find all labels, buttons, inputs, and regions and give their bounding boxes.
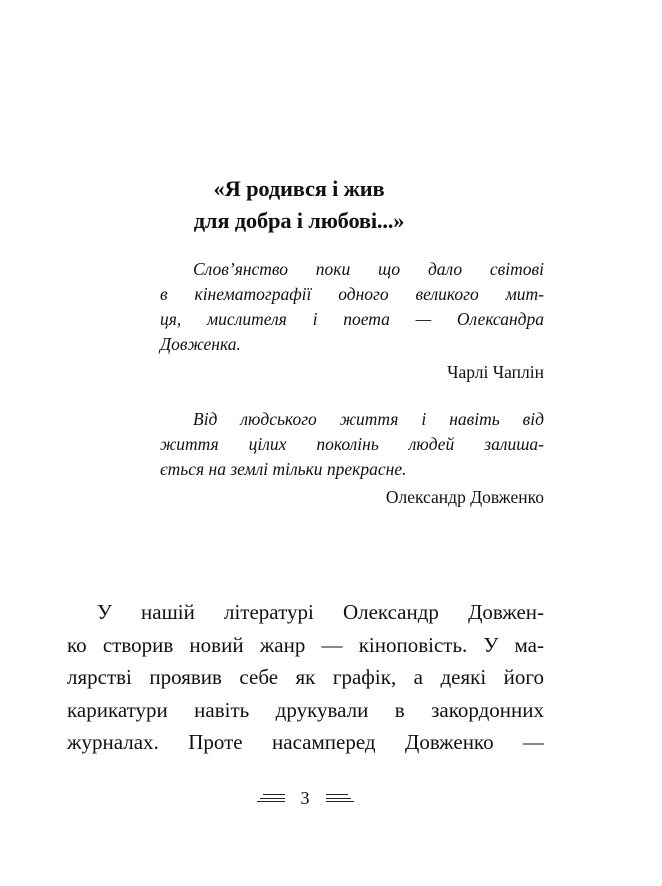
epigraph-text — [160, 257, 544, 357]
epigraph-dovzhenko — [160, 407, 544, 510]
body-line: ко створив новий жанр — кіноповість. У ма- — [67, 632, 544, 657]
body-line: журналах. Проте насамперед Довженко — — [67, 730, 544, 754]
chapter-title-line-2: для добра і любові...» — [193, 208, 405, 233]
epigraph-text — [160, 407, 544, 482]
chapter-title-line-1: «Я родився і жив — [213, 176, 385, 201]
epigraph-line: Довженка. — [160, 334, 241, 354]
right-ornament-icon — [326, 794, 354, 802]
epigraph-line: Від людського життя і навіть від — [193, 409, 544, 429]
body-paragraph — [67, 596, 544, 759]
chapter-title — [140, 173, 460, 237]
epigraph-line: ється на землі тільки прекрасне. — [160, 459, 407, 479]
body-line: лярстві проявив себе як графік, а деякі його — [67, 665, 544, 689]
epigraph-author: Чарлі Чаплін — [447, 362, 544, 382]
epigraph-line: в кінематографії одного великого мит- — [160, 284, 544, 304]
body-line: карикатури навіть друкували в закордонних — [67, 697, 544, 722]
epigraph-line: ця, мислителя і поета — Олександра — [160, 309, 544, 329]
epigraph-line: Слов’янство поки що дало світові — [193, 259, 544, 279]
page-footer — [240, 786, 370, 810]
body-line: У нашій літературі Олександр Довжен- — [97, 600, 544, 624]
left-ornament-icon — [257, 794, 285, 802]
epigraph-chaplin — [160, 257, 544, 385]
epigraph-author: Олександр Довженко — [385, 487, 544, 507]
epigraph-line: життя цілих поколінь людей залиша- — [160, 434, 544, 454]
page-number: 3 — [300, 787, 310, 808]
